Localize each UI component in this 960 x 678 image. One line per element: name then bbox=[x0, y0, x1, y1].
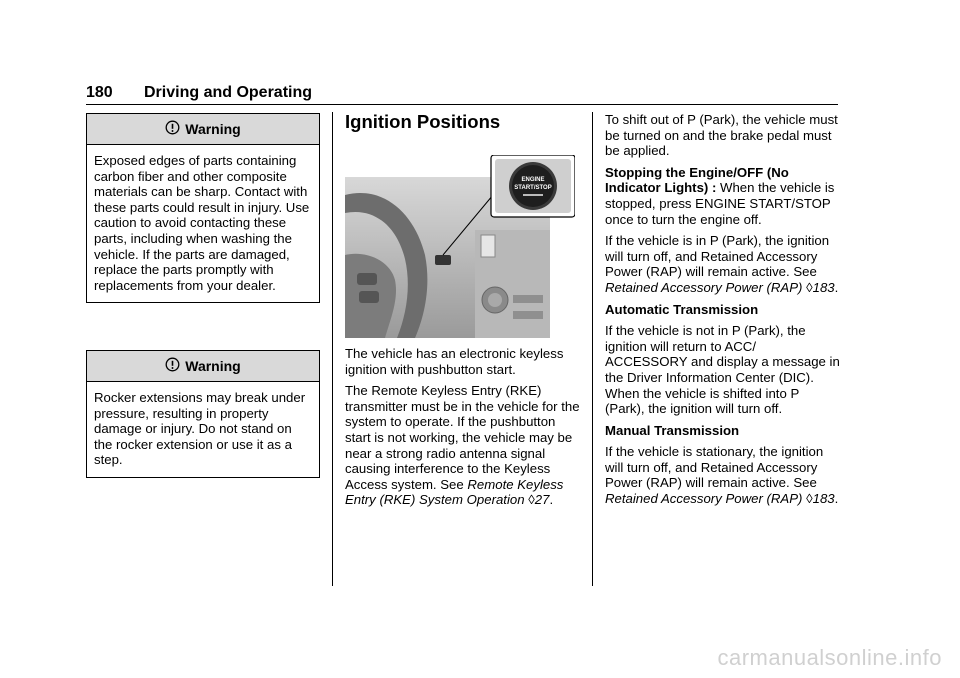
page-ref-icon: ◊ bbox=[806, 491, 813, 507]
page-header bbox=[86, 84, 838, 104]
warning-title: Warning bbox=[185, 358, 241, 374]
section-title: Driving and Operating bbox=[144, 84, 313, 101]
subheading: Manual Transmission bbox=[605, 422, 740, 438]
page-ref: 27 bbox=[534, 492, 550, 508]
page-number: 180 bbox=[86, 84, 113, 101]
column-3 bbox=[605, 112, 840, 513]
paragraph: If the vehicle is stationary, the ignition will turn off, and Retained Accessory Power (RAP) will remain active. See Retained Accessory Power (RAP) ◊183. bbox=[605, 444, 839, 507]
subheading: Automatic Transmission bbox=[605, 301, 759, 317]
warning-header bbox=[87, 114, 319, 145]
warning-title: Warning bbox=[185, 121, 241, 137]
ignition-heading: Ignition Positions bbox=[345, 111, 501, 132]
warning-box-1 bbox=[86, 113, 320, 303]
cross-reference-link[interactable]: Remote Keyless Entry (RKE) System Operation bbox=[345, 476, 564, 508]
warning-text: Exposed edges of parts containing carbon fiber and other composite materials can be sharp. Contact with these parts could result in injury. Use caution to avoid contacting these parts, including when washing the vehicle. If the parts are damaged, replace the parts promptly with replacements from your dealer. bbox=[94, 153, 310, 293]
paragraph: The vehicle has an electronic keyless ignition with pushbutton start. bbox=[345, 346, 564, 377]
page-ref: 183 bbox=[812, 279, 835, 295]
inline-heading: Stopping the Engine/OFF (No Indicator Lights) : bbox=[605, 164, 789, 196]
cross-reference-link[interactable]: Retained Accessory Power (RAP) bbox=[605, 279, 803, 295]
paragraph: To shift out of P (Park), the vehicle must be turned on and the brake pedal must be applied. bbox=[605, 112, 838, 159]
paragraph: Stopping the Engine/OFF (No Indicator Lights) : When the vehicle is stopped, press ENGINE START/STOP once to turn the engine off. bbox=[605, 164, 835, 227]
page-ref: 183 bbox=[812, 491, 835, 507]
column-divider bbox=[592, 112, 593, 586]
warning-header bbox=[87, 351, 319, 382]
paragraph: The Remote Keyless Entry (RKE) transmitter must be in the vehicle for the system to operate. If the pushbutton start is not working, the vehicle may be near a strong radio antenna signal causing interference to the Keyless Access system. See Remote Keyless Entry (RKE) System Operation ◊27. bbox=[345, 383, 580, 508]
page-ref-icon: ◊ bbox=[806, 279, 813, 295]
warning-icon bbox=[165, 120, 180, 138]
warning-text: Rocker extensions may break under pressure, resulting in property damage or injury. Do not stand on the rocker extension or use it as a step. bbox=[94, 390, 306, 468]
watermark: carmanualsonline.info bbox=[717, 645, 942, 670]
warning-icon bbox=[165, 357, 180, 375]
page-ref-icon: ◊ bbox=[528, 492, 535, 508]
ignition-text bbox=[345, 346, 580, 514]
paragraph: If the vehicle is in P (Park), the ignition will turn off, and Retained Accessory Power (RAP) will remain active. See Retained Accessory Power (RAP) ◊183. bbox=[605, 233, 839, 295]
cross-reference-link[interactable]: Retained Accessory Power (RAP) bbox=[605, 491, 803, 507]
column-divider bbox=[332, 112, 333, 586]
ignition-figure bbox=[345, 155, 575, 338]
figure-button-label: START/STOP bbox=[514, 185, 552, 191]
ignition-column bbox=[345, 112, 580, 132]
warning-box-2 bbox=[86, 350, 320, 478]
paragraph: If the vehicle is not in P (Park), the ignition will return to ACC/ ACCESSORY and display a message in the Driver Information Center (DIC). When the vehicle is shifted into P (Park), the ignition will turn off. bbox=[605, 323, 840, 417]
figure-button-label: ENGINE bbox=[521, 177, 545, 183]
header-rule bbox=[86, 104, 838, 105]
